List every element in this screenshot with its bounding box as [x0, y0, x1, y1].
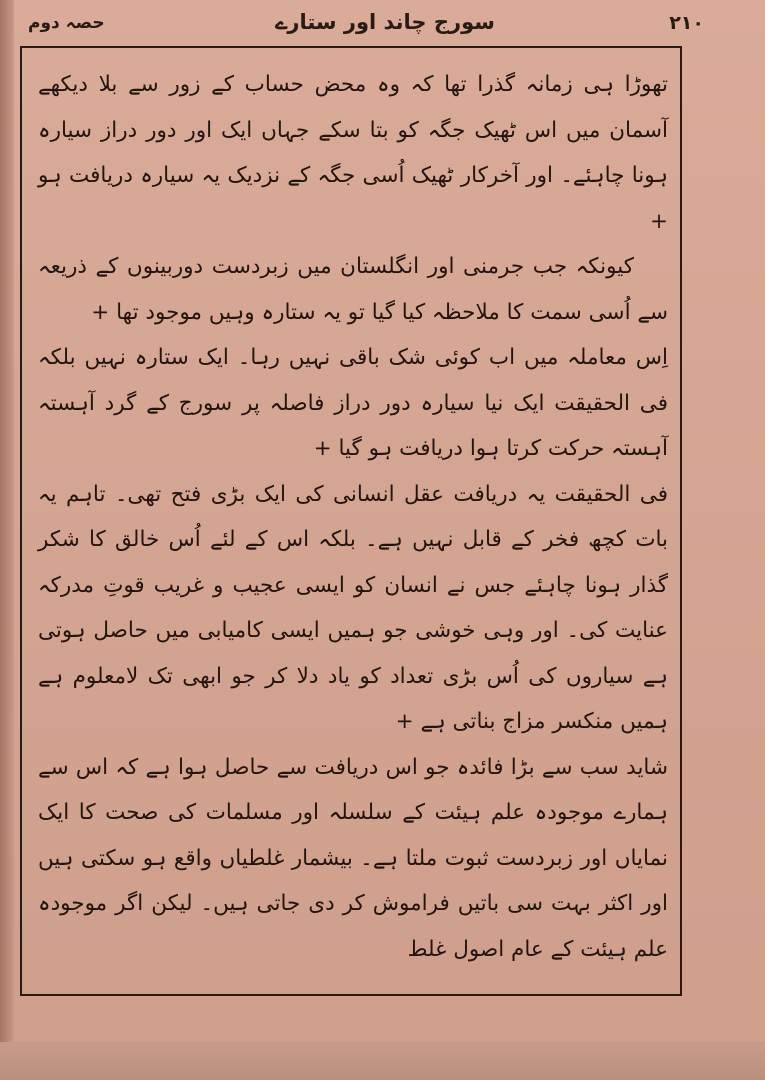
paragraph-4: فی الحقیقت یہ دریافت عقل انسانی کی ایک بڑی فتح تھی۔ تاہم یہ بات کچھ فخر کے قابل نہیں ہے۔ بلکہ اس کے لئے اُس خالق کا شکر گذار ہونا چاہئے جس نے انسان کو ایسی عجیب و غریب قوتِ مدرکہ عنایت کی۔ اور وہی خوشی جو ہمیں ایسی کامیابی میں حاصل ہوتی ہے سیاروں کی اُس بڑی تعداد کو یاد دلا کر جو ابھی تک لامعلوم ہے ہمیں منکسر مزاج بناتی ہے + — [38, 481, 668, 734]
page-header — [20, 6, 750, 46]
paragraph-3: اِس معاملہ میں اب کوئی شک باقی نہیں رہا۔ ایک ستارہ نہیں بلکہ فی الحقیقت ایک نیا سیارہ دور دراز فاصلہ پر سورج کے گرد آہستہ آہستہ حرکت کرتا ہوا دریافت ہو گیا + — [38, 345, 668, 461]
page-number: ۲۱۰ — [669, 12, 704, 34]
body-text — [38, 62, 668, 972]
page-bottom-margin — [0, 1042, 765, 1080]
paragraph-2: کیونکہ جب جرمنی اور انگلستان میں زبردست دوربینوں کے ذریعہ سے اُسی سمت کا ملاحظہ کیا گیا تو یہ ستارہ وہیں موجود تھا + — [38, 254, 668, 325]
paragraph-5: شاید سب سے بڑا فائدہ جو اس دریافت سے حاصل ہوا ہے کہ اس سے ہمارے موجودہ علم ہیئت کے سلسلہ اور مسلمات کی صحت کا ایک نمایاں اور زبردست ثبوت ملتا ہے۔ بیشمار غلطیاں واقع ہو سکتی ہیں اور اکثر بہت سی باتیں فراموش کر دی جاتی ہیں۔ لیکن اگر موجودہ علم ہیئت کے عام اصول غلط — [38, 754, 668, 962]
paragraph-1: تھوڑا ہی زمانہ گذرا تھا کہ وہ محض حساب کے زور سے بلا دیکھے آسمان میں اس ٹھیک جگہ کو بتا سکے جہاں ایک اور دور دراز سیارہ ہونا چاہئے۔ اور آخرکار ٹھیک اُسی جگہ کے نزدیک یہ سیارہ دریافت ہو + — [38, 72, 668, 234]
page-edge-shadow — [0, 0, 14, 1080]
section-label: حصہ دوم — [28, 13, 105, 33]
running-title: سورج چاند اور ستارے — [275, 10, 495, 34]
